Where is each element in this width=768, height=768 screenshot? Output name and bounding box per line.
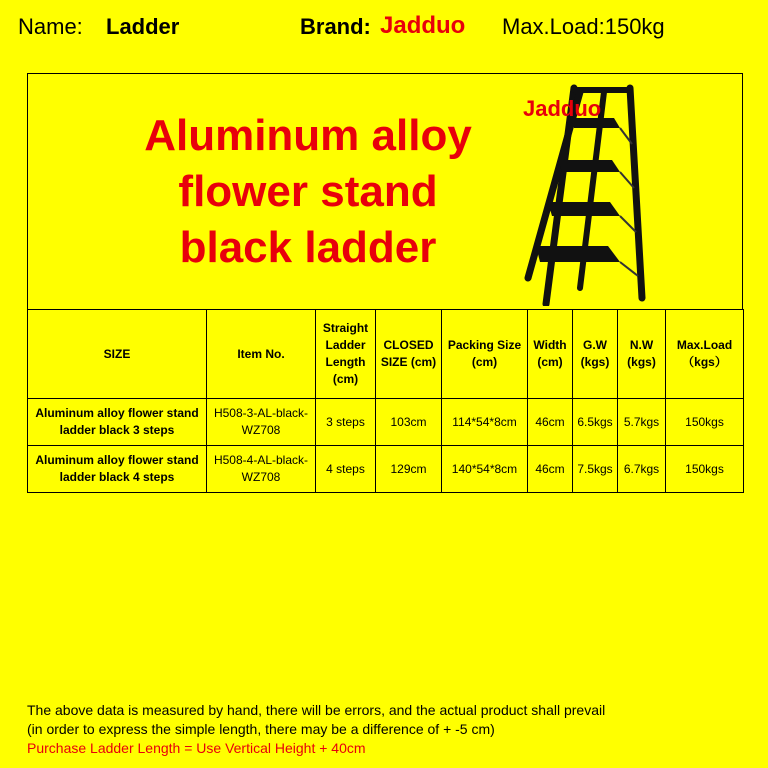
header-max-load: Max.Load （kgs）: [666, 310, 744, 399]
header-width: Width (cm): [528, 310, 573, 399]
header-closed-size: CLOSED SIZE (cm): [376, 310, 442, 399]
footer-notes: [27, 701, 757, 758]
cell-straight-length: 3 steps: [316, 399, 376, 446]
brand-label: Brand:: [300, 14, 371, 39]
brand-value: Jadduo: [380, 12, 466, 39]
cell-gw: 7.5kgs: [573, 446, 618, 493]
cell-max-load: 150kgs: [666, 399, 744, 446]
cell-size: Aluminum alloy flower stand ladder black 3 steps: [28, 399, 207, 446]
name-value: Ladder: [106, 14, 180, 39]
banner-title: [88, 108, 528, 276]
cell-packing-size: 140*54*8cm: [442, 446, 528, 493]
name-label: Name:: [18, 14, 83, 39]
product-banner: [27, 73, 743, 309]
table-header-row: [28, 310, 744, 399]
header-packing-size: Packing Size (cm): [442, 310, 528, 399]
header: [0, 0, 768, 60]
spec-table: [27, 309, 744, 493]
banner-title-line-2: flower stand: [178, 167, 438, 216]
header-gw: G.W (kgs): [573, 310, 618, 399]
footer-note-3: Purchase Ladder Length = Use Vertical Height + 40cm: [27, 740, 366, 756]
banner-title-line-1: Aluminum alloy: [144, 111, 472, 160]
cell-size: Aluminum alloy flower stand ladder black 4 steps: [28, 446, 207, 493]
footer-note-2: (in order to express the simple length, there may be a difference of + -5 cm): [27, 721, 495, 737]
cell-item-no: H508-3-AL-black-WZ708: [207, 399, 316, 446]
cell-item-no: H508-4-AL-black-WZ708: [207, 446, 316, 493]
banner-title-line-3: black ladder: [179, 223, 437, 272]
cell-width: 46cm: [528, 399, 573, 446]
ladder-watermark: Jadduo: [523, 96, 602, 121]
cell-nw: 5.7kgs: [618, 399, 666, 446]
cell-nw: 6.7kgs: [618, 446, 666, 493]
max-load: Max.Load:150kg: [502, 14, 665, 39]
cell-packing-size: 114*54*8cm: [442, 399, 528, 446]
footer-note-1: The above data is measured by hand, there will be errors, and the actual product shall prevail: [27, 702, 606, 718]
header-straight-length: Straight Ladder Length (cm): [316, 310, 376, 399]
header-item-no: Item No.: [207, 310, 316, 399]
cell-max-load: 150kgs: [666, 446, 744, 493]
table-row: [28, 399, 744, 446]
header-size: SIZE: [28, 310, 207, 399]
cell-gw: 6.5kgs: [573, 399, 618, 446]
cell-straight-length: 4 steps: [316, 446, 376, 493]
cell-closed-size: 103cm: [376, 399, 442, 446]
cell-closed-size: 129cm: [376, 446, 442, 493]
table-row: [28, 446, 744, 493]
cell-width: 46cm: [528, 446, 573, 493]
header-nw: N.W (kgs): [618, 310, 666, 399]
